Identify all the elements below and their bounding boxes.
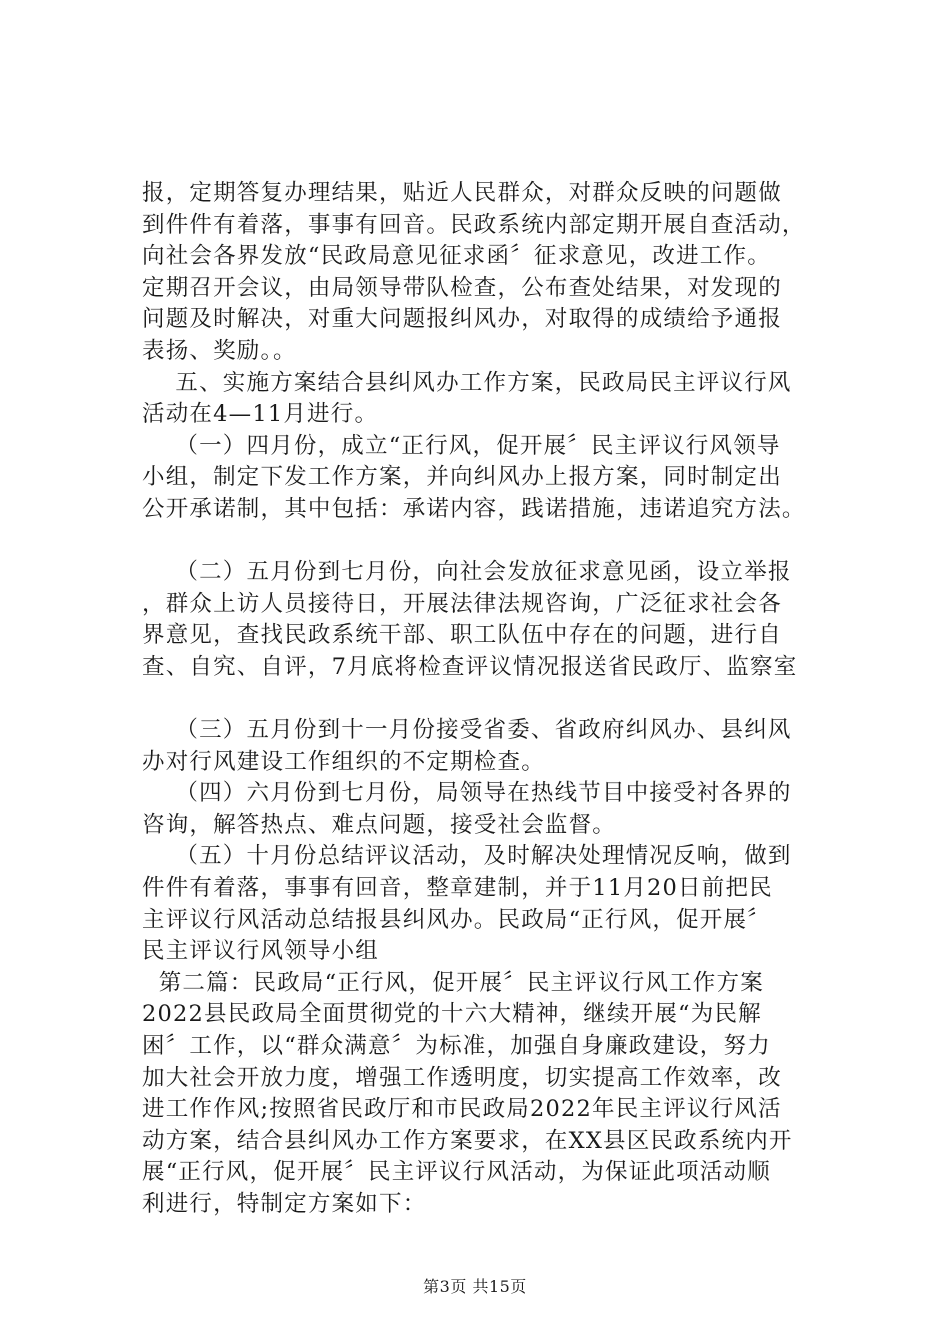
- text-line: 民主评议行风领导小组: [142, 938, 380, 965]
- list-item: （五）十月份总结评议活动，及时解决处理情况反响，做到: [142, 843, 792, 870]
- text-line: 困〞工作，以“群众满意〞为标准，加强自身廉政建设，努力: [142, 1033, 771, 1060]
- text-line: 加大社会开放力度，增强工作透明度，切实提高工作效率，改: [142, 1064, 782, 1091]
- text-line: 件件有着落，事事有回音，整章建制，并于11月20日前把民: [142, 875, 773, 902]
- text-line: 活动在4—11月进行。: [142, 401, 379, 428]
- page-number: 第3页 共15页: [423, 1277, 527, 1296]
- chapter-heading: 第二篇：民政局“正行风，促开展〞民主评议行风工作方案: [142, 969, 764, 996]
- text-line: 利进行，特制定方案如下：: [142, 1191, 427, 1217]
- text-line: 2022县民政局全面贯彻党的十六大精神，继续开展“为民解: [142, 1001, 762, 1028]
- text-line: 表扬、奖励。。: [142, 337, 297, 364]
- text-line: 小组，制定下发工作方案，并向纠风办上报方案，同时制定出: [142, 464, 782, 491]
- text-line: 向社会各界发放“民政局意见征求函〞征求意见，改进工作。: [142, 243, 771, 270]
- section-heading: 五、实施方案结合县纠风办工作方案，民政局民主评议行风: [142, 369, 792, 396]
- text-line: 办对行风建设工作组织的不定期检查。: [142, 748, 545, 775]
- blank-line: [142, 684, 854, 716]
- text-line: 主评议行风活动总结报县纠风办。民政局“正行风，促开展〞: [142, 906, 771, 933]
- text-line: 展“正行风，促开展〞民主评议行风活动，为保证此项活动顺: [142, 1159, 771, 1186]
- text-line: 界意见，查找民政系统干部、职工队伍中存在的问题，进行自: [142, 622, 782, 649]
- list-item: （三）五月份到十一月份接受省委、省政府纠风办、县纠风: [142, 717, 792, 744]
- text-line: 进工作作风;按照省民政厅和市民政局2022年民主评议行风活: [142, 1096, 782, 1123]
- list-item: （一）四月份，成立“正行风，促开展〞民主评议行风领导: [142, 432, 781, 459]
- text-line: 查、自究、自评，7月底将检查评议情况报送省民政厅、监察室: [142, 653, 798, 680]
- list-item: （二）五月份到七月份，向社会发放征求意见函，设立举报: [142, 559, 792, 586]
- text-line: 定期召开会议，由局领导带队检查，公布查处结果，对发现的: [142, 274, 782, 301]
- text-line: ，群众上访人员接待日，开展法律法规咨询，广泛征求社会各: [142, 590, 782, 617]
- text-line: 咨询，解答热点、难点问题，接受社会监督。: [142, 811, 617, 838]
- text-line: 到件件有着落，事事有回音。民政系统内部定期开展自查活动，: [142, 211, 806, 238]
- list-item: （四）六月份到七月份，局领导在热线节目中接受衬各界的: [142, 780, 792, 807]
- text-line: 公开承诺制，其中包括：承诺内容，践诺措施，违诺追究方法。: [142, 495, 806, 522]
- text-line: 问题及时解决，对重大问题报纠风办，对取得的成绩给予通报: [142, 306, 782, 333]
- blank-line: [142, 526, 854, 558]
- text-line: 动方案，结合县纠风办工作方案要求，在XX县区民政系统内开: [142, 1127, 793, 1154]
- document-body: [142, 178, 854, 1221]
- text-line: 报，定期答复办理结果，贴近人民群众，对群众反映的问题做: [142, 180, 782, 206]
